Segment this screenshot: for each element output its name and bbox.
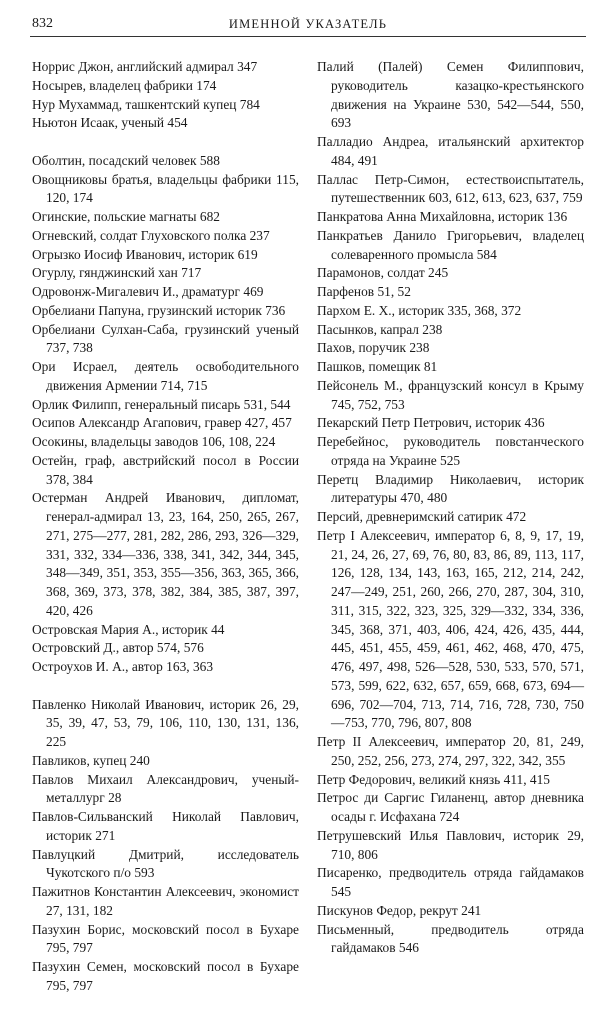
index-entry: Норрис Джон, английский адмирал 347	[32, 59, 258, 74]
index-entry: Нур Мухаммад, ташкентский купец 784	[32, 96, 260, 112]
index-entry: Павлов-Сильванский Николай Павлович, историк 271	[32, 809, 299, 843]
index-entry: Писаренко, предводитель отряда гайдамаков 545	[317, 865, 584, 899]
running-header	[30, 14, 586, 37]
index-letter-group	[32, 152, 299, 677]
index-entry: Пажитнов Константин Алексеевич, экономист 27, 131, 182	[32, 884, 299, 918]
index-entry: Одровонж-Мигалевич И., драматург 469	[32, 284, 264, 299]
index-letter-group	[32, 58, 299, 133]
right-column	[317, 58, 584, 977]
page-number: 832	[32, 16, 53, 31]
index-letter-group	[317, 58, 584, 958]
index-entry: Парамонов, солдат 245	[317, 265, 449, 281]
index-entry: Носырев, владелец фабрики 174	[32, 77, 217, 93]
index-entry: Оболтин, посадский человек 588	[32, 152, 220, 168]
index-entry: Орбелиани Сулхан-Саба, грузинский ученый 737, 738	[32, 321, 299, 356]
index-entry: Огинские, польские магнаты 682	[32, 209, 220, 224]
index-entry: Палий (Палей) Семен Филиппович, руководитель казацко-крестьянского движения на Украине 530, 542—544, 550, 693	[317, 59, 584, 131]
index-entry: Петр Федорович, великий князь 411, 415	[317, 771, 551, 787]
index-entry: Петрушевский Илья Павлович, историк 29, 710, 806	[317, 827, 584, 862]
index-entry: Ори Исраел, деятель освободительного движения Армении 714, 715	[32, 359, 299, 393]
left-column	[32, 58, 299, 1014]
index-entry: Пискунов Федор, рекрут 241	[317, 902, 482, 918]
index-entry: Остроухов И. А., автор 163, 363	[32, 659, 214, 674]
index-entry: Парфенов 51, 52	[317, 284, 411, 299]
index-entry: Овощниковы братья, владельцы фабрики 115, 120, 174	[32, 171, 299, 206]
index-letter-group	[32, 696, 299, 996]
index-entry: Пекарский Петр Петрович, историк 436	[317, 415, 545, 431]
index-entry: Перетц Владимир Николаевич, историк литературы 470, 480	[317, 471, 584, 506]
index-entry: Павленко Николай Иванович, историк 26, 29, 35, 39, 47, 53, 79, 106, 110, 130, 131, 136, 225	[32, 696, 299, 749]
index-entry: Осокины, владельцы заводов 106, 108, 224	[32, 434, 276, 449]
index-entry: Огневский, солдат Глуховского полка 237	[32, 227, 270, 243]
index-entry: Петр II Алексеевич, император 20, 81, 249, 250, 252, 256, 273, 274, 297, 322, 342, 355	[317, 734, 584, 768]
index-entry: Петр I Алексеевич, император 6, 8, 9, 17, 19, 21, 24, 26, 27, 69, 76, 80, 83, 86, 89, 113, 117, 126, 128, 134, 143, 163, 165, 212, 214, 242, 247—249, 251, 260, 266, 270, 287, 304, 310, 311, 315, 322, 323, 325, 329—332, 334, 336, 345, 368, 371, 403, 406, 424, 426, 435, 444, 445, 451, 455, 459, 461, 462, 468, 470, 475, 476, 497, 498, 526—528, 530, 533, 570, 571, 573, 599, 622, 632, 657, 659, 668, 673, 694—696, 702—704, 713, 714, 716, 728, 730, 750—753, 770, 796, 807, 808	[317, 527, 584, 731]
index-entry: Перебейнос, руководитель повстанческого отряда на Украине 525	[317, 434, 584, 468]
index-entry: Павликов, купец 240	[32, 752, 150, 768]
index-entry: Пасынков, капрал 238	[317, 321, 443, 337]
index-entry: Орлик Филипп, генеральный писарь 531, 544	[32, 396, 291, 412]
index-entry: Остерман Андрей Иванович, дипломат, генерал-адмирал 13, 23, 164, 250, 265, 267, 271, 275—277, 281, 282, 286, 293, 326—329, 331, 332, 334—336, 338, 341, 342, 344, 345, 348—349, 351, 353, 355—356, 363, 365, 366, 368, 369, 373, 378, 382, 384, 385, 387, 397, 420, 426	[32, 490, 299, 618]
index-entry: Орбелиани Папуна, грузинский историк 736	[32, 302, 286, 318]
index-entry: Пейсонель М., французский консул в Крыму 745, 752, 753	[317, 377, 584, 412]
index-entry: Павлуцкий Дмитрий, исследователь Чукотского п/о 593	[32, 846, 299, 881]
index-entry: Огрызко Иосиф Иванович, историк 619	[32, 246, 258, 262]
index-entry: Огурлу, гянджинский хан 717	[32, 265, 202, 281]
index-entry: Ньютон Исаак, ученый 454	[32, 115, 188, 131]
index-entry: Остейн, граф, австрийский посол в России 378, 384	[32, 452, 299, 487]
index-entry: Панкратова Анна Михайловна, историк 136	[317, 209, 568, 224]
index-entry: Паллас Петр-Симон, естествоиспытатель, путешественник 603, 612, 613, 623, 637, 759	[317, 171, 584, 206]
index-entry: Павлов Михаил Александрович, ученый-металлург 28	[32, 771, 299, 806]
index-entry: Островский Д., автор 574, 576	[32, 640, 204, 656]
index-entry: Палладио Андреа, итальянский архитектор 484, 491	[317, 134, 584, 168]
index-entry: Пашков, помещик 81	[317, 359, 438, 374]
running-title: ИМЕННОЙ УКАЗАТЕЛЬ	[228, 17, 388, 31]
index-entry: Осипов Александр Агапович, гравер 427, 457	[32, 415, 292, 431]
index-entry: Островская Мария А., историк 44	[32, 621, 225, 637]
index-entry: Письменный, предводитель отряда гайдамаков 546	[317, 921, 584, 956]
index-entry: Пазухин Борис, московский посол в Бухаре 795, 797	[32, 921, 299, 956]
index-entry: Персий, древнеримский сатирик 472	[317, 509, 527, 524]
index-entry: Пахов, поручик 238	[317, 340, 430, 356]
index-entry: Панкратьев Данило Григорьевич, владелец солеваренного промысла 584	[317, 227, 584, 262]
index-entry: Пархом Е. Х., историк 335, 368, 372	[317, 302, 522, 318]
index-entry: Пазухин Семен, московский посол в Бухаре 795, 797	[32, 959, 299, 993]
index-entry: Петрос ди Саргис Гиланенц, автор дневника осады г. Исфахана 724	[317, 790, 584, 824]
